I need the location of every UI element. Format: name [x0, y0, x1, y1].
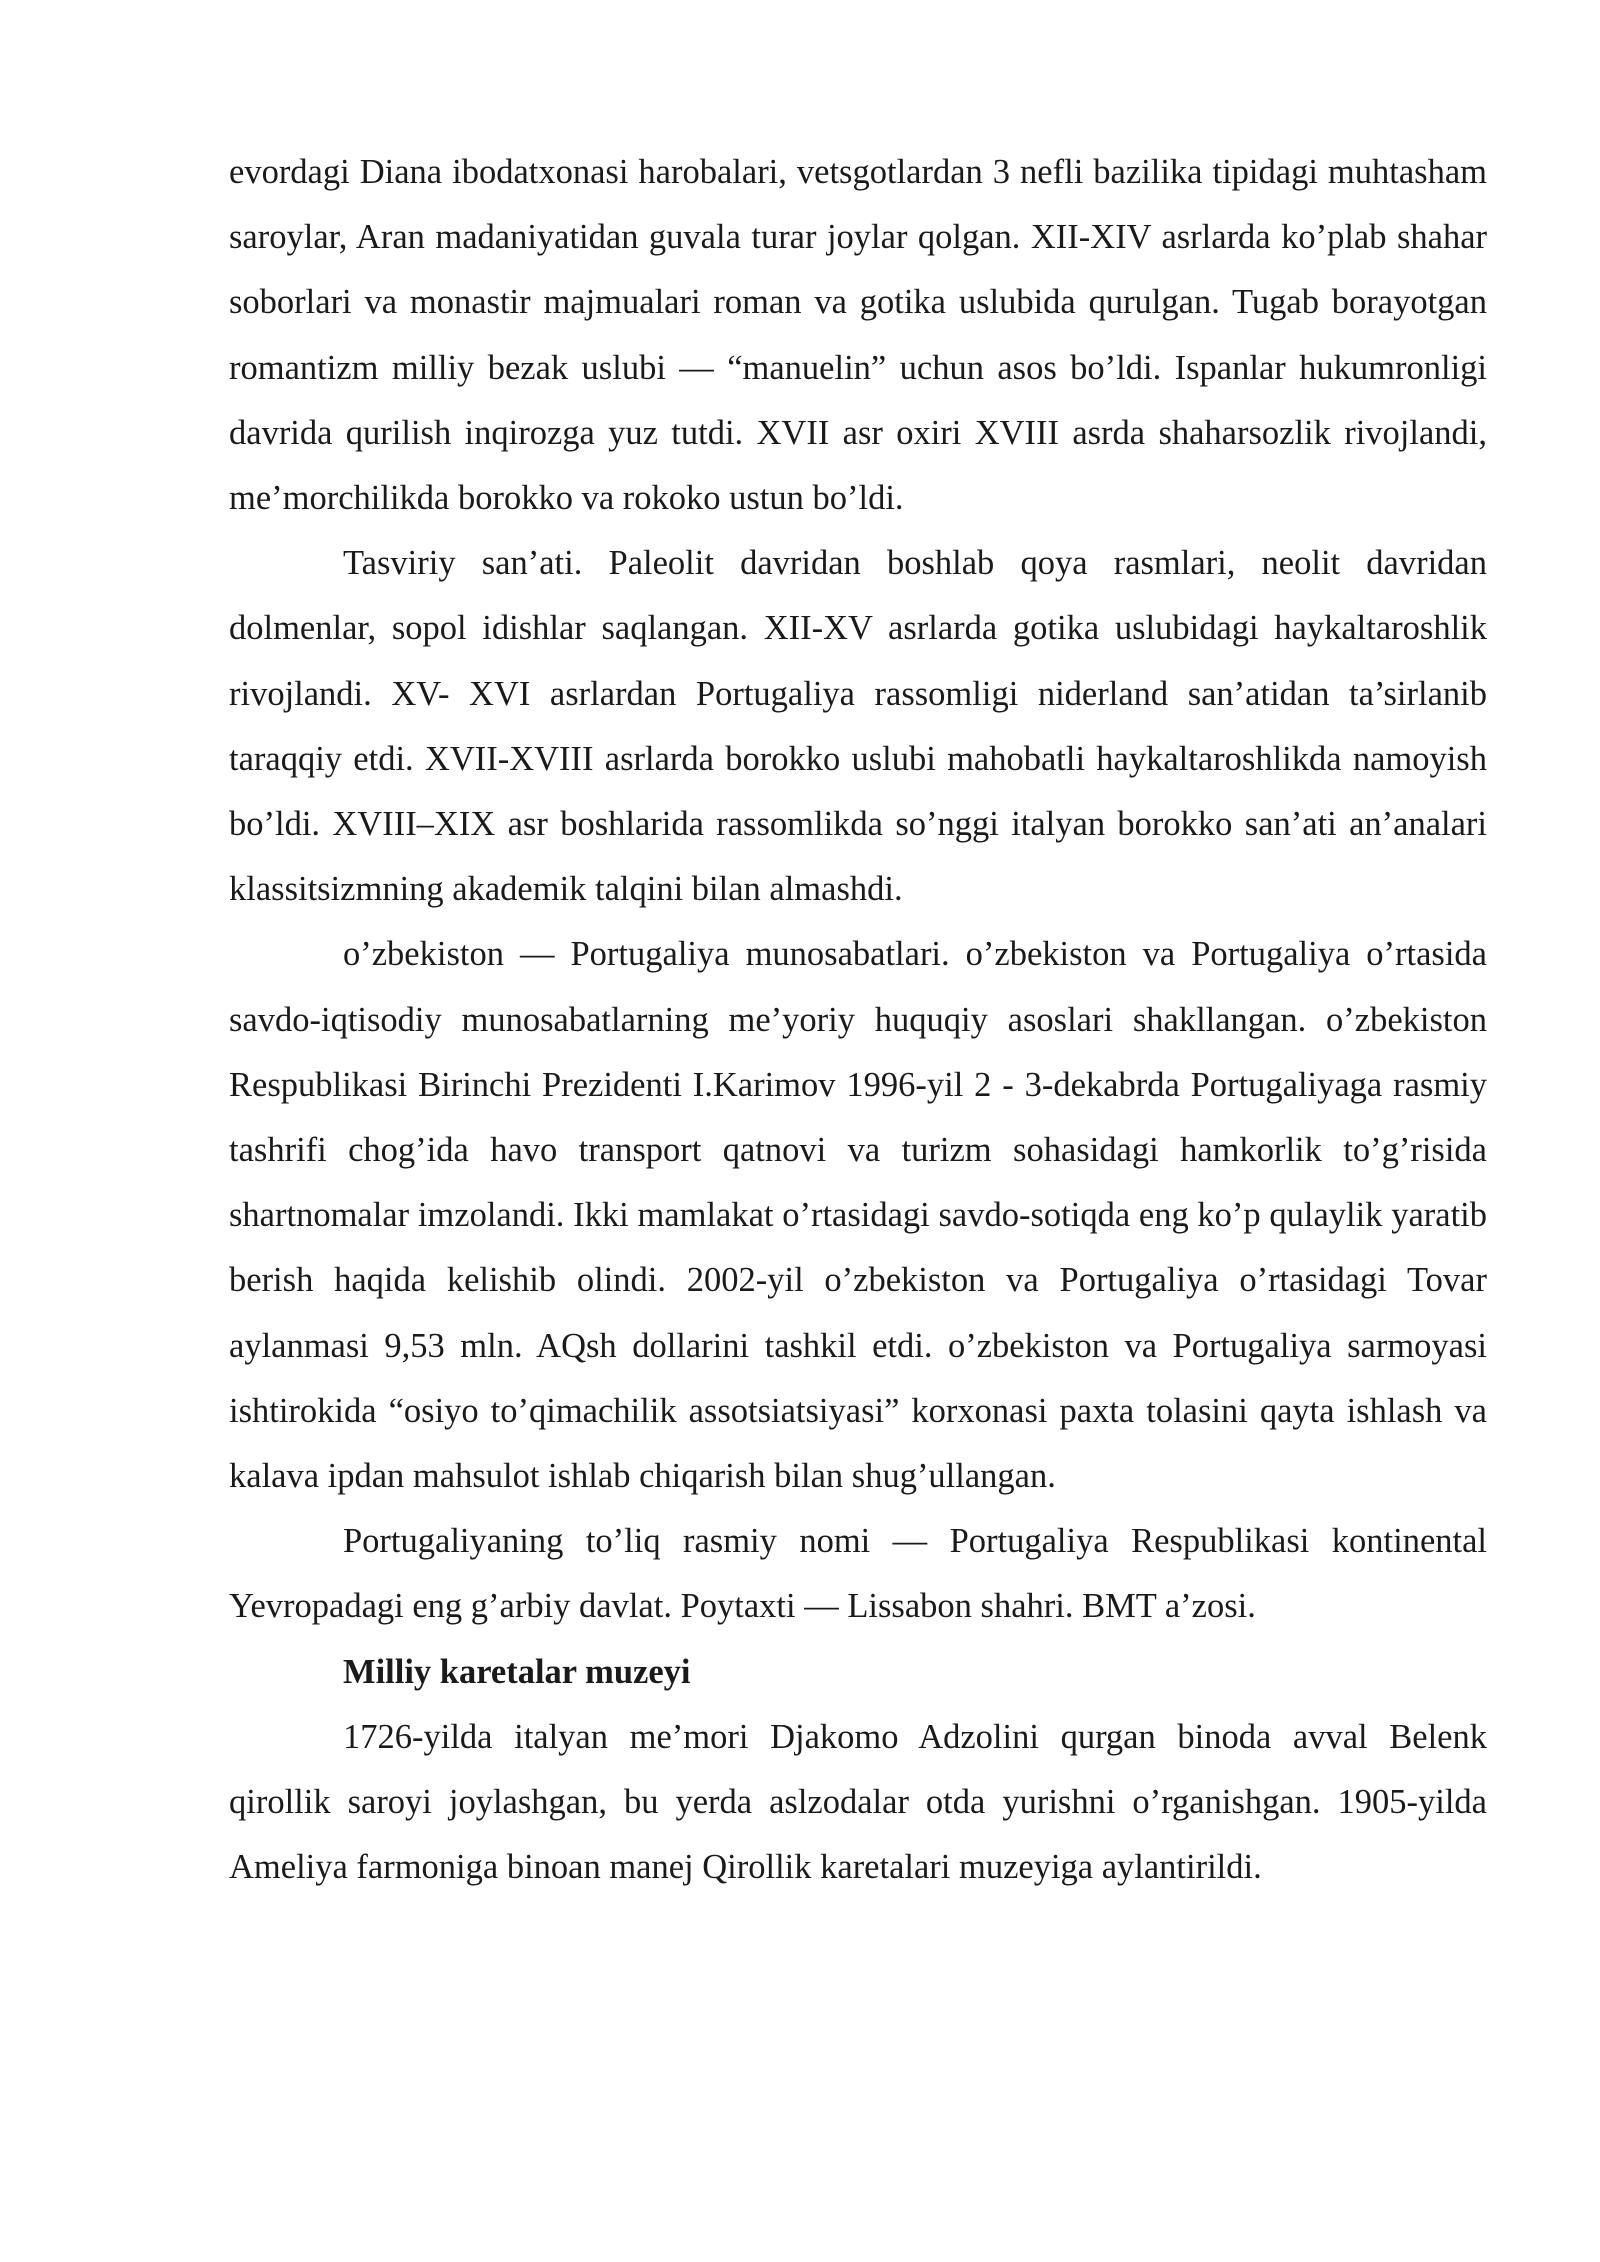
paragraph-uzbekistan-portugal-relations: o’zbekiston — Portugaliya munosabatlari. o’zbekiston va Portugaliya o’rtasida savdo-iqtisodiy munosabatlarning me’yoriy huquqiy asoslari shakllangan. o’zbekiston Respublikasi Birinchi Prezidenti I.Karimov 1996-yil 2 - 3-dekabrda Portugaliyaga rasmiy tashrifi chog’ida havo transport qatnovi va turizm sohasidagi hamkorlik to’g’risida shartnomalar imzolandi. Ikki mamlakat o’rtasidagi savdo-sotiqda eng ko’p qulaylik yaratib berish haqida kelishib olindi. 2002-yil o’zbekiston va Portugaliya o’rtasidagi Tovar aylanmasi 9,53 mln. AQsh dollarini tashkil etdi. o’zbekiston va Portugaliya sarmoyasi ishtirokida “osiyo to’qimachilik assotsiatsiyasi” korxonasi paxta tolasini qayta ishlash va kalava ipdan mahsulot ishlab chiqarish bilan shug’ullangan.	[229, 935, 1487, 1496]
paragraph-fine-arts: Tasviriy san’ati. Paleolit davridan boshlab qoya rasmlari, neolit davridan dolmenlar, sopol idishlar saqlangan. XII-XV asrlarda gotika uslubidagi haykaltaroshlik rivojlandi. XV- XVI asrlardan Portugaliya rassomligi niderland san’atidan ta’sirlanib taraqqiy etdi. XVII-XVIII asrlarda borokko uslubi mahobatli haykaltaroshlikda namoyish bo’ldi. XVIII–XIX asr boshlarida rassomlikda so’nggi italyan borokko san’ati an’analari klassitsizmning akademik talqini bilan almashdi.	[229, 544, 1487, 909]
paragraph-museum: 1726-yilda italyan me’mori Djakomo Adzolini qurgan binoda avval Belenk qirollik saroyi joylashgan, bu yerda aslzodalar otda yurishni o’rganishgan. 1905-yilda Ameliya farmoniga binoan manej Qirollik karetalari muzeyiga aylantirildi.	[229, 1717, 1487, 1887]
document-body	[229, 140, 1487, 1900]
paragraph-architecture: evordagi Diana ibodatxonasi harobalari, vetsgotlardan 3 nefli bazilika tipidagi muhtasham saroylar, Aran madaniyatidan guvala turar joylar qolgan. XII-XIV asrlarda ko’plab shahar soborlari va monastir majmualari roman va gotika uslubida qurulgan. Tugab borayotgan romantizm milliy bezak uslubi — “manuelin” uchun asos bo’ldi. Ispanlar hukumronligi davrida qurilish inqirozga yuz tutdi. XVII asr oxiri XVIII asrda shaharsozlik rivojlandi, me’morchilikda borokko va rokoko ustun bo’ldi.	[229, 153, 1487, 518]
paragraph-official-name: Portugaliyaning to’liq rasmiy nomi — Portugaliya Respublikasi kontinental Yevropadagi eng g’arbiy davlat. Poytaxti — Lissabon shahri. BMT a’zosi.	[229, 1522, 1487, 1626]
section-heading: Milliy karetalar muzeyi	[343, 1652, 691, 1691]
